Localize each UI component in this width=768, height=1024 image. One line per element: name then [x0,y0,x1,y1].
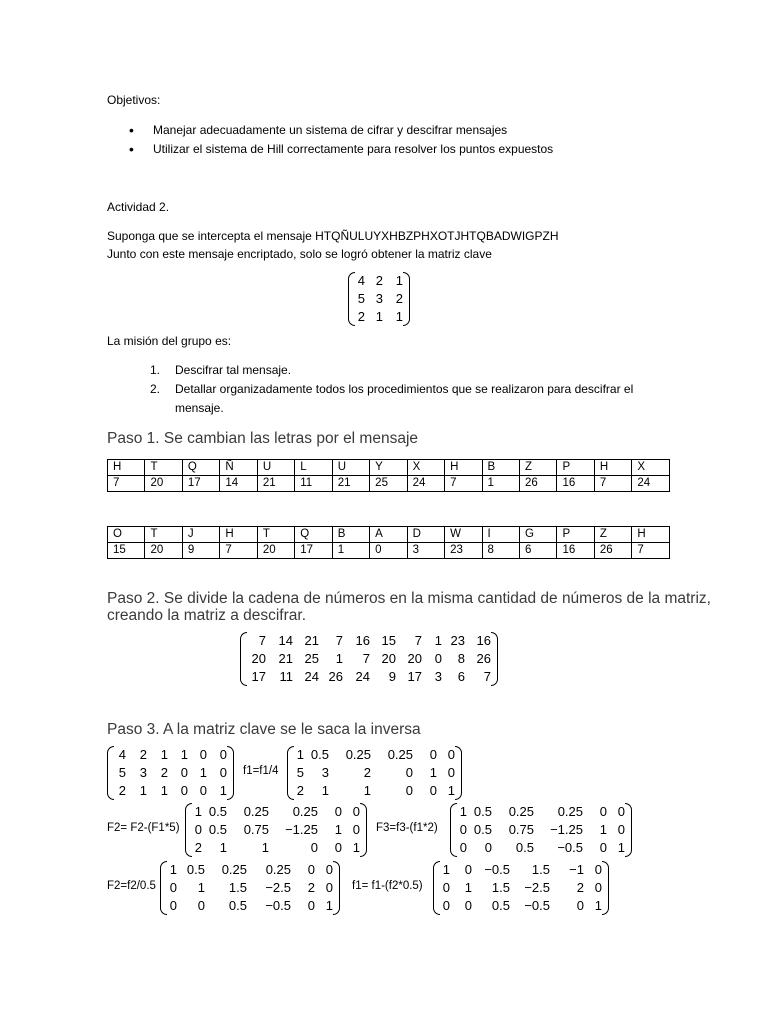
matrix-cell: 1 [442,862,450,877]
matrix-cell: 24 [355,669,370,684]
matrix-step-2 [287,746,462,800]
table-cell: Z [519,460,556,476]
matrix-cell: −0.5 [557,840,583,855]
matrix-cell: 0.5 [208,822,227,837]
key-matrix [348,272,410,326]
matrix-cell: 3 [139,765,147,780]
table-cell: 8 [482,543,519,559]
matrix-cell: 7 [258,633,266,648]
matrix-step-1 [107,746,234,800]
matrix-cell: 1 [335,651,343,666]
activity-title: Actividad 2. [107,200,170,214]
matrix-cell: 0 [405,783,413,798]
matrix-cell: 16 [355,633,370,648]
matrix-cell: 0.75 [243,822,269,837]
table-cell: H [632,527,670,543]
table-cell: 7 [108,476,145,492]
step2-heading-line-1: Paso 2. Se divide la cadena de números en la misma cantidad de números de la matriz, [107,590,711,607]
list-text: Descifrar tal mensaje. [175,363,292,377]
task-list [150,361,670,418]
table-cell: Q [295,527,332,543]
matrix-cell: 0 [599,840,607,855]
matrix-cell: 0 [199,747,207,762]
table-cell: 7 [594,476,631,492]
matrix-cell: 0 [325,862,333,877]
list-item [150,380,670,418]
table-cell: T [257,527,294,543]
matrix-cell: 7 [335,633,343,648]
matrix-cell: 1 [594,898,602,913]
matrix-cell: 2 [363,765,371,780]
list-item [150,361,670,380]
table-cell: H [108,460,145,476]
matrix-cell: 0 [307,898,315,913]
matrix-cell: 0 [447,747,455,762]
matrix-cell: 0.25 [292,804,318,819]
matrix-row [457,821,625,839]
table-cell: W [445,527,482,543]
matrix-cell: 17 [251,669,266,684]
matrix-cell: 21 [278,651,293,666]
matrix-cell: 0 [442,898,450,913]
matrix-cell: 0 [310,840,318,855]
matrix-cell: 1 [395,273,403,288]
matrix-cell: −0.5 [484,862,510,877]
matrix-cell: 0.5 [310,747,329,762]
mission-title: La misión del grupo es: [107,334,232,348]
matrix-cell: 0 [459,822,467,837]
matrix-cell: 0.25 [557,804,583,819]
matrix-cell: 3 [321,765,329,780]
matrix-cell: −0.5 [524,898,550,913]
table-cell: G [519,527,556,543]
table-cell: 26 [594,543,631,559]
matrix-cell: 1 [429,765,437,780]
table-cell: X [632,460,670,476]
table-cell: 15 [108,543,145,559]
matrix-cell: 0 [180,783,188,798]
table-cell: L [295,460,332,476]
matrix-cell: 0 [352,804,360,819]
matrix-cell: 2 [576,880,584,895]
matrix-cell: 0 [334,840,342,855]
matrix-row [457,803,625,821]
matrix-cell: 1 [334,822,342,837]
matrix-step-4 [450,803,632,857]
matrix-cell: 1 [352,840,360,855]
table-cell: J [182,527,219,543]
table-cell: 23 [445,543,482,559]
matrix-cell: 0 [169,880,177,895]
table-row [108,476,670,492]
table-cell: H [594,460,631,476]
list-number: 1. [150,363,161,377]
matrix-cell: 1 [296,747,304,762]
matrix-cell: 16 [476,633,491,648]
matrix-cell: 20 [407,651,422,666]
matrix-cell: 24 [304,669,319,684]
table-cell: 6 [519,543,556,559]
table-cell: 20 [145,476,182,492]
matrix-cell: 0 [325,880,333,895]
table-cell: 20 [257,543,294,559]
matrix-cell: 2 [375,273,383,288]
matrix-cell: 14 [278,633,293,648]
table-cell: 20 [145,543,182,559]
matrix-cell: 15 [381,633,396,648]
matrix-cell: −0.5 [265,898,291,913]
matrix-row [167,861,333,879]
operation-label: F2=f2/0.5 [107,880,156,892]
table-cell: O [108,527,145,543]
matrix-row [440,897,602,915]
matrix-cell: 6 [457,669,465,684]
list-text: Detallar organizadamente todos los procedimientos que se realizaron para descifrar el mensaje. [175,382,634,415]
matrix-cell: 8 [457,651,465,666]
matrix-cell: 0.25 [345,747,371,762]
matrix-cell: 0 [169,898,177,913]
matrix-cell: 0 [447,765,455,780]
table-cell: 16 [557,476,594,492]
table-cell: T [145,460,182,476]
table-cell: H [445,460,482,476]
table-cell: U [257,460,294,476]
matrix-cell: 1 [599,822,607,837]
matrix-row [167,897,333,915]
matrix-cell: −1.25 [285,822,318,837]
matrix-cell: 0 [617,804,625,819]
table-cell: X [407,460,444,476]
matrix-cell: 0 [576,898,584,913]
matrix-row [294,764,455,782]
table-cell: 21 [332,476,369,492]
matrix-cell: 0.5 [228,898,247,913]
matrix-cell: 0.5 [473,804,492,819]
matrix-cell: 20 [381,651,396,666]
matrix-cell: 1 [464,880,472,895]
matrix-cell: 0.25 [243,804,269,819]
operation-label: F2= F2-(F1*5) [107,822,180,834]
letter-table-2 [107,526,670,559]
matrix-row [167,879,333,897]
matrix-cell: 0 [194,822,202,837]
matrix-cell: 5 [357,291,365,306]
table-cell: 14 [220,476,257,492]
matrix-cell: 7 [362,651,370,666]
matrix-cell: 0.5 [186,862,205,877]
objectives-title: Objetivos: [107,93,161,107]
matrix-cell: 0 [429,747,437,762]
matrix-cell: 0 [442,880,450,895]
table-row [108,543,670,559]
matrix-row [355,272,403,290]
table-cell: P [557,527,594,543]
matrix-cell: 1 [325,898,333,913]
matrix-cell: 2 [139,747,147,762]
matrix-cell: 0 [599,804,607,819]
matrix-cell: 2 [307,880,315,895]
matrix-cell: 1 [169,862,177,877]
matrix-cell: 0 [464,898,472,913]
table-cell: T [145,527,182,543]
letter-table-1 [107,459,670,492]
matrix-cell: 3 [375,291,383,306]
table-cell: 1 [482,476,519,492]
table-cell: P [557,460,594,476]
matrix-cell: −2.5 [524,880,550,895]
matrix-cell: −2.5 [265,880,291,895]
table-cell: U [332,460,369,476]
matrix-cell: 0 [617,822,625,837]
matrix-cell: 0.5 [208,804,227,819]
matrix-row [247,632,491,650]
matrix-row [114,764,227,782]
matrix-row [440,861,602,879]
matrix-cell: 2 [118,783,126,798]
step1-heading: Paso 1. Se cambian las letras por el mensaje [107,430,419,447]
matrix-cell: 1 [160,747,168,762]
matrix-cell: 20 [251,651,266,666]
matrix-row [114,782,227,800]
list-item: • Utilizar el sistema de Hill correctamente para resolver los puntos expuestos [107,140,553,159]
table-cell: H [220,527,257,543]
matrix-cell: 1 [617,840,625,855]
matrix-cell: 9 [388,669,396,684]
matrix-cell: 0.75 [508,822,534,837]
matrix-cell: 0 [219,747,227,762]
table-cell: B [482,460,519,476]
table-cell: 24 [632,476,670,492]
table-cell: 9 [182,543,219,559]
matrix-cell: 0 [219,765,227,780]
matrix-cell: 0 [459,840,467,855]
table-cell: 0 [370,543,407,559]
cipher-matrix [240,632,498,686]
objectives-list [107,121,553,159]
matrix-cell: 3 [434,669,442,684]
matrix-cell: 0 [434,651,442,666]
matrix-cell: 1 [180,747,188,762]
matrix-cell: 0.5 [473,822,492,837]
matrix-row [355,290,403,308]
matrix-cell: 1 [363,783,371,798]
matrix-row [355,308,403,326]
matrix-cell: 0 [307,862,315,877]
matrix-row [294,746,455,764]
matrix-cell: 0.25 [508,804,534,819]
table-cell: I [482,527,519,543]
matrix-row [192,821,360,839]
table-cell: A [370,527,407,543]
matrix-cell: 1 [459,804,467,819]
matrix-step-5 [160,861,340,915]
matrix-row [247,668,491,686]
matrix-step-3 [185,803,367,857]
matrix-cell: 26 [476,651,491,666]
matrix-cell: 0 [334,804,342,819]
matrix-row [294,782,455,800]
operation-label: F3=f3-(f1*2) [376,822,438,834]
matrix-cell: 2 [395,291,403,306]
matrix-cell: 0.25 [265,862,291,877]
matrix-cell: 2 [296,783,304,798]
table-cell: 1 [332,543,369,559]
matrix-row [114,746,227,764]
table-cell: 17 [182,476,219,492]
matrix-row [440,879,602,897]
matrix-cell: 1 [434,633,442,648]
operation-label: f1= f1-(f2*0.5) [352,880,423,892]
matrix-cell: 0 [199,783,207,798]
matrix-cell: 0 [594,862,602,877]
matrix-cell: −1 [569,862,584,877]
matrix-cell: 0.5 [515,840,534,855]
matrix-cell: 0 [464,862,472,877]
matrix-row [457,839,625,857]
matrix-row [192,839,360,857]
table-cell: D [407,527,444,543]
matrix-cell: 1 [261,840,269,855]
matrix-cell: 7 [483,669,491,684]
matrix-cell: 1 [160,783,168,798]
matrix-cell: 0 [197,898,205,913]
table-cell: 7 [445,476,482,492]
matrix-cell: 0.25 [387,747,413,762]
table-cell: 11 [295,476,332,492]
matrix-cell: 1 [219,840,227,855]
matrix-cell: 1.5 [228,880,247,895]
table-cell: B [332,527,369,543]
step2-heading-line-2: creando la matriz a descifrar. [107,607,307,624]
matrix-cell: −1.25 [550,822,583,837]
matrix-cell: 1 [197,880,205,895]
matrix-cell: 2 [160,765,168,780]
table-cell: 24 [407,476,444,492]
matrix-cell: 25 [304,651,319,666]
matrix-cell: 4 [357,273,365,288]
matrix-cell: 1.5 [531,862,550,877]
table-cell: 3 [407,543,444,559]
table-cell: Ñ [220,460,257,476]
matrix-cell: 1 [321,783,329,798]
table-row [108,460,670,476]
table-cell: 26 [519,476,556,492]
matrix-cell: 7 [414,633,422,648]
matrix-cell: 23 [450,633,465,648]
table-cell: 7 [220,543,257,559]
matrix-cell: 1 [199,765,207,780]
matrix-cell: 2 [194,840,202,855]
matrix-cell: 0.5 [491,898,510,913]
matrix-cell: 4 [118,747,126,762]
table-cell: 7 [632,543,670,559]
matrix-cell: 2 [357,309,365,324]
activity-line-1: Suponga que se intercepta el mensaje HTQÑULUYXHBZPHXOTJHTQBADWIGPZH [107,229,559,243]
matrix-cell: 5 [118,765,126,780]
operation-label: f1=f1/4 [243,765,279,777]
table-cell: Y [370,460,407,476]
table-cell: 25 [370,476,407,492]
matrix-cell: 1 [375,309,383,324]
matrix-cell: 21 [304,633,319,648]
matrix-cell: 1 [194,804,202,819]
matrix-row [192,803,360,821]
matrix-row [247,650,491,668]
table-row [108,527,670,543]
matrix-cell: 1 [219,783,227,798]
matrix-cell: 1 [447,783,455,798]
matrix-step-6 [433,861,609,915]
matrix-cell: 17 [407,669,422,684]
matrix-cell: 0 [594,880,602,895]
step3-heading: Paso 3. A la matriz clave se le saca la inversa [107,721,421,738]
table-cell: Z [594,527,631,543]
matrix-cell: 1 [139,783,147,798]
matrix-cell: 5 [296,765,304,780]
matrix-cell: 26 [328,669,343,684]
table-cell: 21 [257,476,294,492]
matrix-cell: 0 [429,783,437,798]
table-cell: Q [182,460,219,476]
matrix-cell: 1 [395,309,403,324]
table-cell: 16 [557,543,594,559]
matrix-cell: 0 [405,765,413,780]
matrix-cell: 0.25 [221,862,247,877]
activity-line-2: Junto con este mensaje encriptado, solo se logró obtener la matriz clave [107,247,492,261]
list-item: • Manejar adecuadamente un sistema de cifrar y descifrar mensajes [107,121,553,140]
list-number: 2. [150,382,161,396]
matrix-cell: 0 [484,840,492,855]
matrix-cell: 0 [352,822,360,837]
table-cell: 17 [295,543,332,559]
matrix-cell: 1.5 [491,880,510,895]
matrix-cell: 11 [279,669,293,684]
matrix-cell: 0 [180,765,188,780]
